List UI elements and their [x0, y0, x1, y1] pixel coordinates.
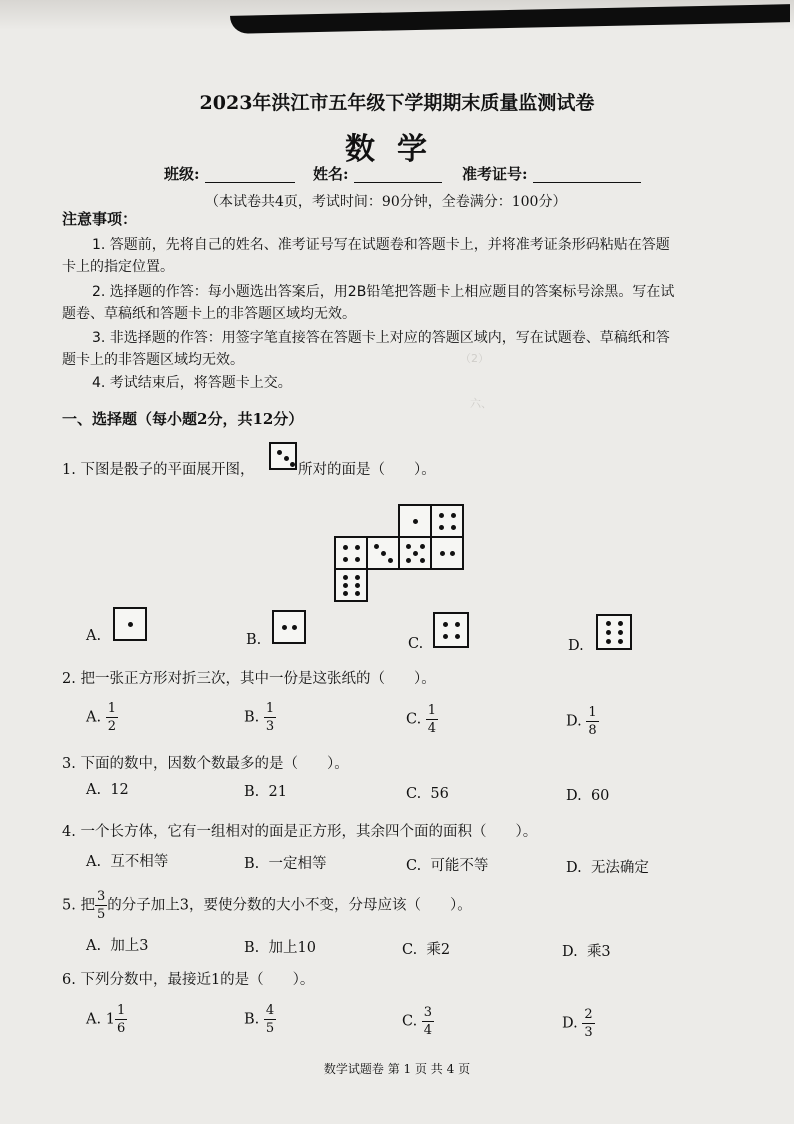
question-6-stem: 6. 下列分数中，最接近1的是（ ）。 — [62, 972, 315, 988]
name-field — [313, 163, 442, 184]
q4-option-d: D. 无法确定 — [566, 860, 649, 876]
q3-option-b: B. 21 — [244, 784, 287, 800]
exam-title: 2023年洪江市五年级下学期期末质量监测试卷 — [199, 92, 595, 114]
exam-id-blank — [533, 168, 641, 183]
q4-option-a: A. 互不相等 — [86, 854, 169, 870]
q1-option-c-letter: C. — [408, 636, 424, 652]
q2-option-c — [406, 704, 438, 735]
question-3-stem: 3. 下面的数中，因数个数最多的是（ ）。 — [62, 756, 349, 772]
page-footer: 数学试题卷 第 1 页 共 4 页 — [323, 1062, 471, 1076]
exam-id-field — [462, 163, 641, 184]
class-label: 班级: — [164, 165, 200, 183]
net-face-four-icon — [334, 536, 368, 570]
exam-id-label: 准考证号: — [462, 165, 528, 183]
die-face-two-icon — [272, 610, 306, 644]
fraction: $\frac{1}{4}$ — [427, 703, 437, 736]
fraction: $\frac{3}{4}$ — [423, 1005, 433, 1038]
notice-1-line-1: 1. 答题前，先将自己的姓名、准考证号写在试题卷和答题卡上，并将准考证条形码粘贴在答题 — [92, 237, 670, 253]
q5-option-b: B. 加上10 — [244, 940, 316, 956]
fraction: $\frac{1}{2}$ — [107, 701, 116, 734]
fraction: $\frac{1}{8}$ — [588, 705, 597, 738]
q2-option-b — [244, 702, 276, 733]
notice-4: 4. 考试结束后，将答题卡上交。 — [92, 375, 292, 391]
fraction: $\frac{3}{5}$ — [96, 889, 106, 922]
question-5-stem: 5. 把 $\frac{3}{5}$ 的分子加上3，要使分数的大小不变，分母应该（ ）。 — [62, 889, 472, 922]
net-face-two-icon — [430, 536, 464, 570]
q3-option-c: C. 56 — [406, 786, 449, 802]
q2-option-c-letter: C. — [406, 711, 422, 728]
q1-option-d-letter: D. — [568, 638, 584, 654]
subject-title: 数学 — [345, 132, 449, 167]
notice-3-line-2: 题卡上的非答题区域均无效。 — [62, 352, 244, 368]
exam-note: （本试卷共4页，考试时间：90分钟，全卷满分：100分） — [205, 194, 567, 210]
q3-option-d: D. 60 — [566, 788, 610, 804]
question-2-stem: 2. 把一张正方形对折三次，其中一份是这张纸的（ ）。 — [62, 671, 436, 687]
q2-option-a — [86, 702, 118, 733]
section-1-title: 一、选择题（每小题2分，共12分） — [62, 410, 304, 428]
notice-2-line-1: 2. 选择题的作答：每小题选出答案后，用2B铅笔把答题卡上相应题目的答案标号涂黑。写在试 — [92, 284, 675, 300]
q6-option-a: A. 1 $\frac{1}{6}$ — [86, 1003, 126, 1036]
net-face-four-icon — [430, 504, 464, 538]
fraction: $\frac{1}{3}$ — [265, 701, 275, 734]
net-face-three-icon — [366, 536, 400, 570]
fraction: $\frac{4}{5}$ — [265, 1003, 275, 1036]
net-face-six-icon — [334, 568, 368, 602]
bleed-through-text: 六、 — [470, 397, 619, 410]
notices-title: 注意事项： — [62, 210, 138, 228]
q4-option-b: B. 一定相等 — [244, 856, 327, 872]
die-face-four-icon — [433, 612, 469, 648]
die-face-six-icon — [596, 614, 632, 650]
question-1-stem-start: 1. 下图是骰子的平面展开图， — [62, 462, 255, 478]
name-label: 姓名: — [313, 165, 349, 183]
q5-option-c: C. 乘2 — [402, 942, 451, 958]
question-4-stem: 4. 一个长方体，它有一组相对的面是正方形，其余四个面的面积（ ）。 — [62, 824, 538, 840]
q6-option-d: D. $\frac{2}{3}$ — [562, 1007, 593, 1040]
q2-option-a-letter: A. — [86, 709, 102, 726]
q5-option-a: A. 加上3 — [86, 938, 149, 954]
q2-option-b-letter: B. — [244, 709, 260, 726]
name-blank — [354, 168, 442, 183]
die-face-one-icon — [113, 607, 147, 641]
q4-option-c: C. 可能不等 — [406, 858, 489, 874]
notice-1-line-2: 卡上的指定位置。 — [62, 259, 174, 275]
q5-option-d: D. 乘3 — [562, 944, 611, 960]
q3-option-a: A. 12 — [86, 782, 129, 798]
q1-option-a-letter: A. — [86, 628, 102, 644]
bleed-through-text: （2） — [460, 352, 594, 365]
fraction: $\frac{2}{3}$ — [584, 1007, 593, 1040]
q6-option-b: B. $\frac{4}{5}$ — [244, 1003, 275, 1036]
q2-option-d-letter: D. — [566, 713, 582, 730]
class-blank — [205, 168, 295, 183]
notice-2-line-2: 题卷、草稿纸和答题卡上的非答题区域均无效。 — [62, 306, 356, 322]
class-field — [164, 163, 295, 184]
net-face-five-icon — [398, 536, 432, 570]
net-face-one-icon — [398, 504, 432, 538]
die-face-reference-icon — [269, 442, 297, 470]
q2-option-d — [566, 706, 599, 737]
q1-option-b-letter: B. — [246, 632, 262, 648]
question-1-stem-end: 所对的面是（ ）。 — [298, 462, 436, 478]
notice-3-line-1: 3. 非选择题的作答：用签字笔直接答在答题卡上对应的答题区域内，写在试题卷、草稿纸和答 — [92, 330, 670, 346]
fraction: $\frac{1}{6}$ — [116, 1003, 126, 1036]
q6-option-c: C. $\frac{3}{4}$ — [402, 1005, 433, 1038]
bleed-through-text — [480, 440, 634, 456]
